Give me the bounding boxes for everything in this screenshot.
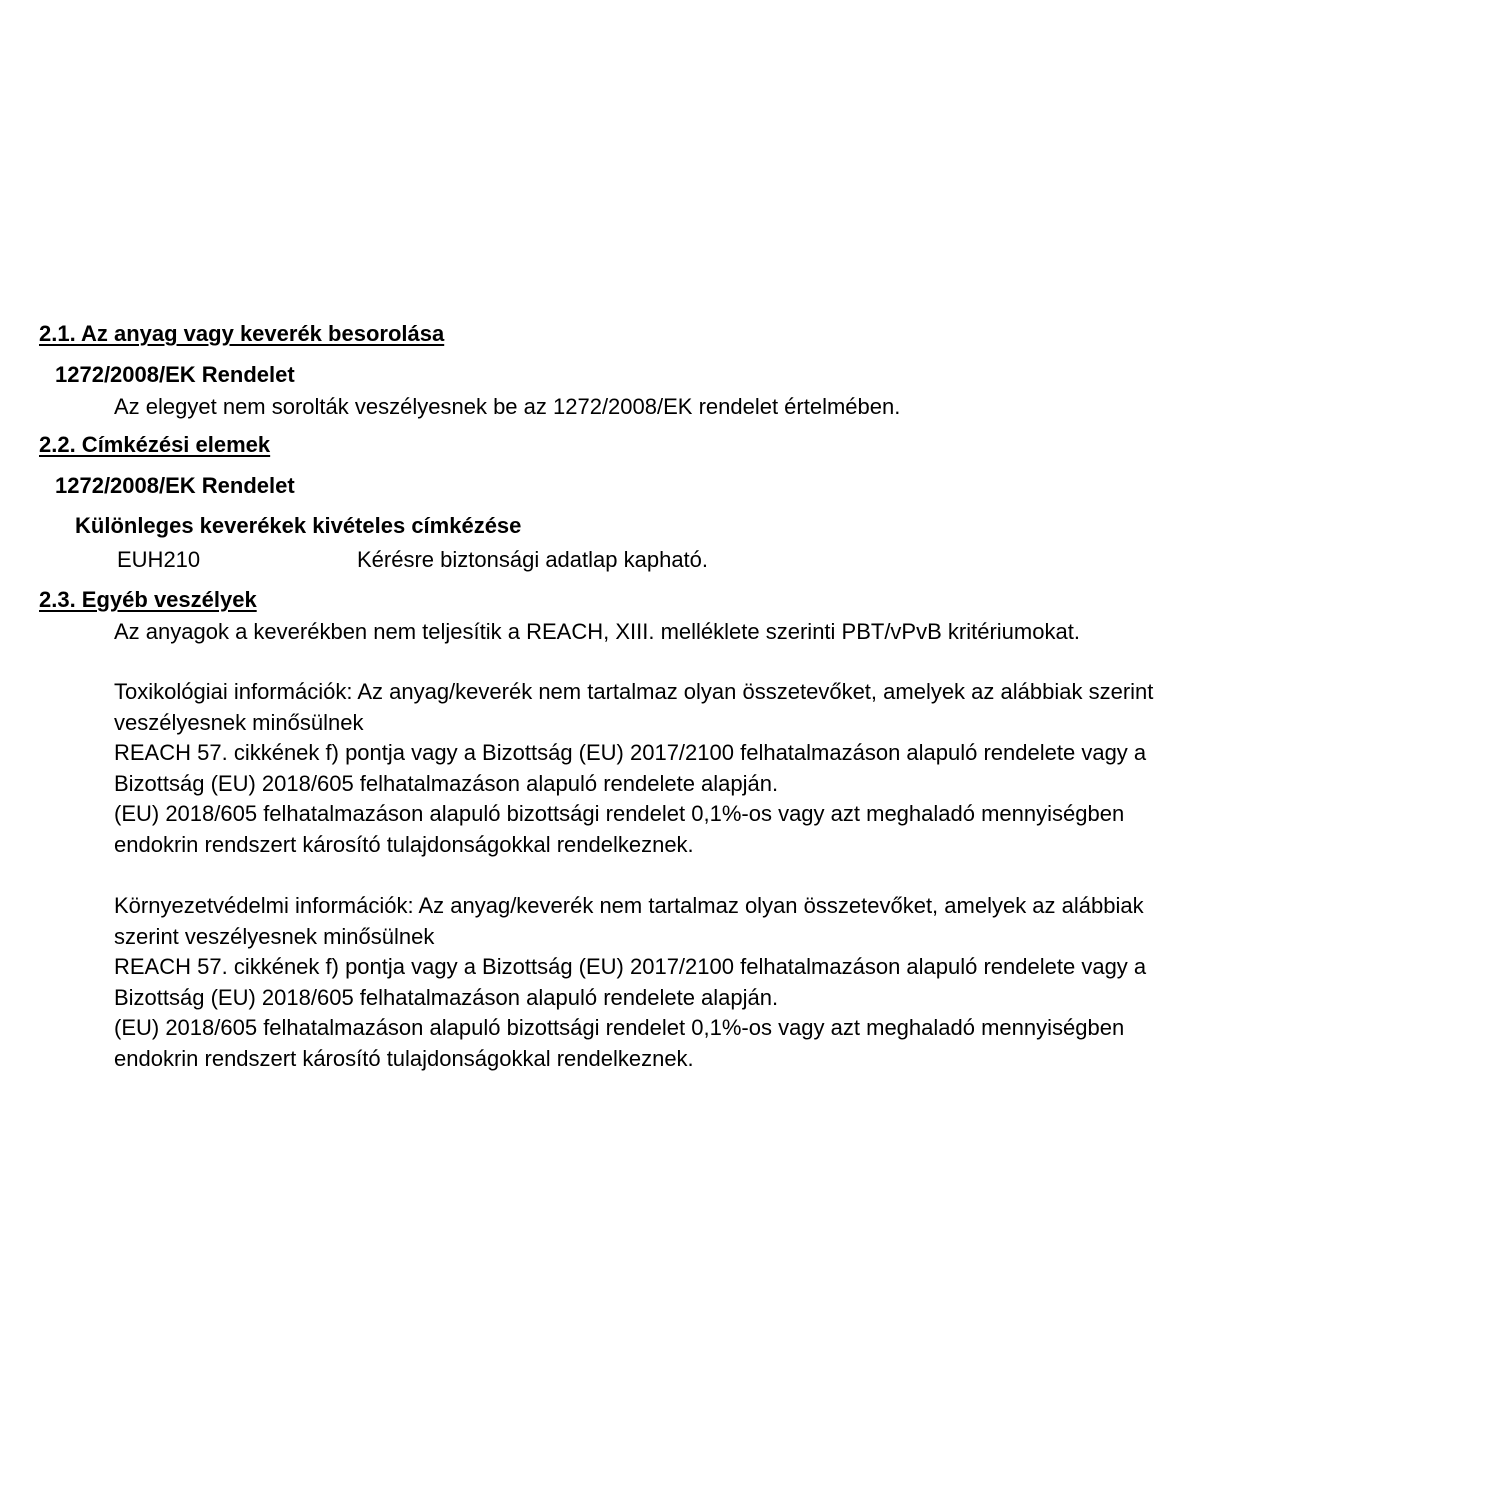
env-line: Bizottság (EU) 2018/605 felhatalmazáson alapuló rendelete alapján.: [114, 984, 779, 1010]
tox-line: Toxikológiai információk: Az anyag/keverék nem tartalmaz olyan összetevőket, amelyek az alábbiak szerint: [114, 679, 1154, 704]
env-line: REACH 57. cikkének f) pontja vagy a Bizottság (EU) 2017/2100 felhatalmazáson alapuló rendelete vagy a: [114, 954, 1147, 979]
section-2-3-paragraph-pbt: Az anyagok a keverékben nem teljesítik a REACH, XIII. melléklete szerinti PBT/vPvB kritériumokat.: [114, 619, 1080, 644]
environmental-info-block: [114, 891, 1274, 1074]
section-2-3-heading: 2.3. Egyéb veszélyek: [39, 587, 257, 612]
tox-line: endokrin rendszert károsító tulajdonságokkal rendelkeznek.: [114, 831, 694, 857]
hazard-code: EUH210: [117, 547, 201, 572]
tox-line: veszélyesnek minősülnek: [114, 709, 364, 735]
hazard-code-text: Kérésre biztonsági adatlap kapható.: [357, 547, 709, 572]
env-line: Környezetvédelmi információk: Az anyag/keverék nem tartalmaz olyan összetevőket, amelyek az alábbiak: [114, 893, 1144, 918]
toxicological-info-block: [114, 677, 1274, 860]
section-2-1-text: Az elegyet nem sorolták veszélyesnek be az 1272/2008/EK rendelet értelmében.: [114, 394, 901, 419]
env-line: szerint veszélyesnek minősülnek: [114, 923, 435, 949]
tox-line: REACH 57. cikkének f) pontja vagy a Bizottság (EU) 2017/2100 felhatalmazáson alapuló rendelete vagy a: [114, 740, 1147, 765]
tox-line: Bizottság (EU) 2018/605 felhatalmazáson alapuló rendelete alapján.: [114, 770, 779, 796]
section-2-2-subheading: Különleges keverékek kivételes címkézése: [75, 513, 522, 538]
section-2-2-heading: 2.2. Címkézési elemek: [39, 432, 271, 457]
env-line: endokrin rendszert károsító tulajdonságokkal rendelkeznek.: [114, 1045, 694, 1071]
env-line: (EU) 2018/605 felhatalmazáson alapuló bizottsági rendelet 0,1%-os vagy azt meghaladó mennyiségben: [114, 1015, 1125, 1040]
tox-line: (EU) 2018/605 felhatalmazáson alapuló bizottsági rendelet 0,1%-os vagy azt meghaladó mennyiségben: [114, 801, 1125, 826]
section-2-1-regulation: 1272/2008/EK Rendelet: [55, 362, 295, 387]
section-2-1-heading: 2.1. Az anyag vagy keverék besorolása: [39, 321, 445, 346]
section-2-2-regulation: 1272/2008/EK Rendelet: [55, 473, 295, 498]
